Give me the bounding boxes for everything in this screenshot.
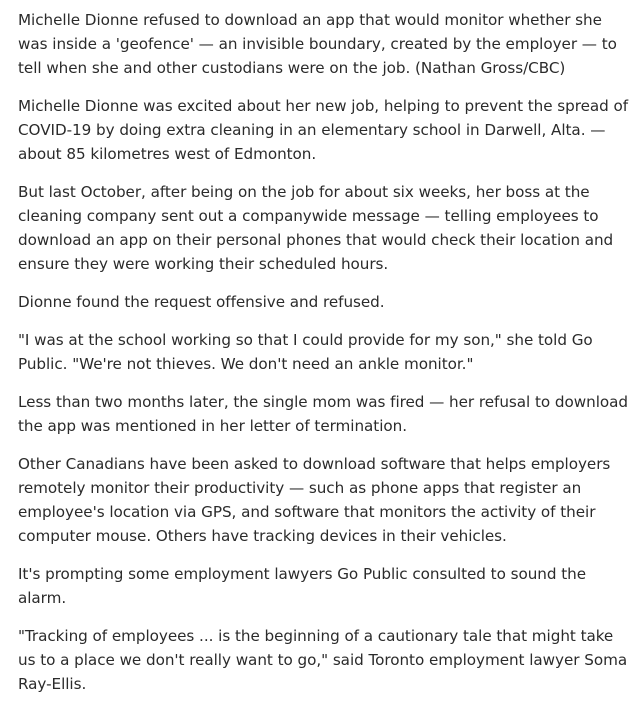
- paragraph-quote-dionne: "I was at the school working so that I could provide for my son," she told Go Public. "We're not thieves. We don't need an ankle monitor.": [18, 331, 593, 373]
- paragraph-intro: Michelle Dionne was excited about her new job, helping to prevent the spread of COVID-19 by doing extra cleaning in an elementary school in Darwell, Alta. — about 85 kilometres west of Edmonton.: [18, 97, 629, 163]
- paragraph-refusal: Dionne found the request offensive and refused.: [18, 293, 385, 311]
- paragraph-other-canadians: Other Canadians have been asked to download software that helps employers remotely monitor their productivity — such as phone apps that register an employee's location via GPS, and software that monitors the activity of their computer mouse. Others have tracking devices in their vehicles.: [18, 455, 611, 545]
- paragraph-fired: Less than two months later, the single mom was fired — her refusal to download the app was mentioned in her letter of termination.: [18, 393, 628, 435]
- paragraph-quote-ray-ellis: "Tracking of employees ... is the beginning of a cautionary tale that might take us to a place we don't really want to go," said Toronto employment lawyer Soma Ray-Ellis.: [18, 627, 628, 693]
- paragraph-company-message: But last October, after being on the job for about six weeks, her boss at the cleaning company sent out a companywide message — telling employees to download an app on their personal phones that would check their location and ensure they were working their scheduled hours.: [18, 183, 614, 273]
- paragraph-lawyers: It's prompting some employment lawyers Go Public consulted to sound the alarm.: [18, 565, 586, 607]
- article-body: [18, 8, 630, 710]
- photo-caption: Michelle Dionne refused to download an app that would monitor whether she was inside a 'geofence' — an invisible boundary, created by the employer — to tell when she and other custodians were on the job. (Nathan Gross/CBC): [18, 11, 617, 77]
